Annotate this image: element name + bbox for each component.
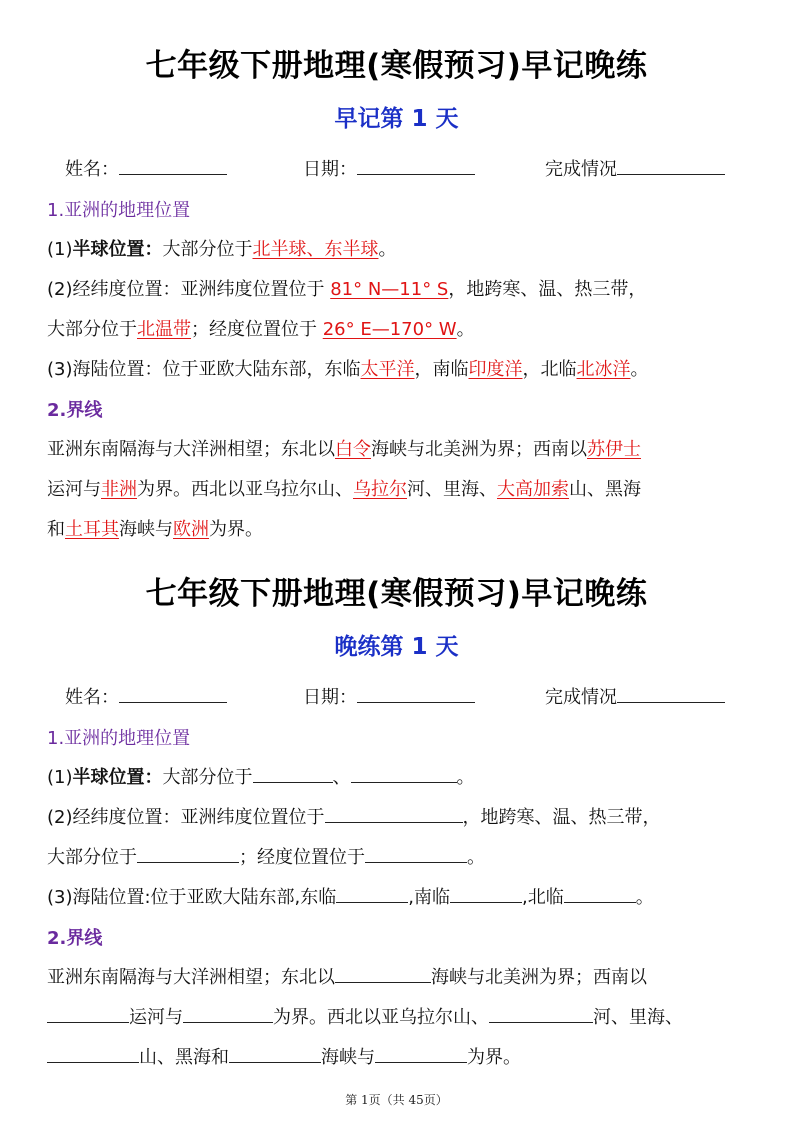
line-boundary-2-top: 运河与非洲为界。西北以亚乌拉尔山、乌拉尔河、里海、大高加索山、黑海: [47, 479, 641, 500]
answer-temperate-zone: 北温带: [137, 319, 191, 340]
date-label: 日期：: [303, 159, 357, 180]
blank-south-ocean[interactable]: [450, 901, 522, 903]
line-hemisphere-bottom: (1)半球位置：大部分位于 、 。: [47, 767, 475, 788]
answer-hemisphere: 北半球、东半球: [252, 239, 379, 260]
date-blank[interactable]: [357, 173, 475, 175]
answer-north-ocean: 北冰洋: [576, 359, 631, 380]
blank-bering[interactable]: [335, 981, 431, 983]
answer-ural: 乌拉尔: [353, 479, 407, 500]
blank-latitude[interactable]: [325, 821, 463, 823]
date-field-bottom[interactable]: [303, 683, 475, 709]
line-latitude-top: (2)经纬度位置：亚洲纬度位置位于 81° N—11° S，地跨寒、温、热三带，: [47, 279, 647, 300]
answer-east-ocean: 太平洋: [360, 359, 415, 380]
blank-hemisphere-1[interactable]: [253, 781, 333, 783]
status-label: 完成情况: [545, 159, 617, 180]
name-blank[interactable]: [119, 701, 227, 703]
line-hemisphere-top: (1)半球位置：大部分位于北半球、东半球。: [47, 239, 397, 260]
section-asia-location-bottom: 1.亚洲的地理位置: [47, 728, 191, 749]
blank-temperate-zone[interactable]: [137, 861, 239, 863]
answer-africa: 非洲: [101, 479, 137, 500]
blank-longitude[interactable]: [365, 861, 467, 863]
evening-subtitle: 晚练第 1 天: [334, 634, 459, 660]
date-label: 日期：: [303, 687, 357, 708]
answer-bering: 白令: [335, 439, 371, 460]
line-boundary-1-top: 亚洲东南隔海与大洋洲相望；东北以白令海峡与北美洲为界；西南以苏伊士: [47, 439, 641, 460]
answer-turkish: 土耳其: [65, 519, 119, 540]
blank-east-ocean[interactable]: [336, 901, 408, 903]
line-sea-land-top: (3)海陆位置：位于亚欧大陆东部，东临太平洋，南临印度洋，北临北冰洋。: [47, 359, 649, 380]
name-label: 姓名：: [65, 687, 119, 708]
line-boundary-2-bottom: 运河与 为界。西北以亚乌拉尔山、 河、里海、: [47, 1003, 683, 1029]
status-field-top[interactable]: [545, 155, 725, 181]
section-boundaries-bottom: 2.界线: [47, 928, 103, 949]
blank-north-ocean[interactable]: [564, 901, 636, 903]
blank-hemisphere-2[interactable]: [351, 781, 457, 783]
page-footer: 第 1页（共 45页）: [345, 1093, 448, 1107]
date-field-top[interactable]: [303, 155, 475, 181]
morning-title: 七年级下册地理(寒假预习)早记晚练: [145, 48, 648, 84]
name-field-top[interactable]: [65, 155, 227, 181]
answer-south-ocean: 印度洋: [468, 359, 523, 380]
status-blank[interactable]: [617, 173, 725, 175]
blank-turkish[interactable]: [229, 1061, 321, 1063]
answer-suez: 苏伊士: [587, 439, 641, 460]
section-boundaries-top: 2.界线: [47, 400, 103, 421]
date-blank[interactable]: [357, 701, 475, 703]
status-label: 完成情况: [545, 687, 617, 708]
blank-africa[interactable]: [183, 1021, 273, 1023]
line-longitude-bottom: 大部分位于 ；经度位置位于 。: [47, 847, 485, 868]
line-boundary-1-bottom: 亚洲东南隔海与大洋洲相望；东北以 海峡与北美洲为界；西南以: [47, 967, 647, 988]
blank-suez[interactable]: [47, 1021, 129, 1023]
answer-latitude: 81° N—11° S: [330, 279, 449, 300]
status-field-bottom[interactable]: [545, 683, 725, 709]
blank-europe[interactable]: [375, 1061, 467, 1063]
line-boundary-3-top: 和土耳其海峡与欧洲为界。: [47, 519, 263, 540]
line-boundary-3-bottom: 山、黑海和 海峡与 为界。: [47, 1043, 521, 1069]
name-label: 姓名：: [65, 159, 119, 180]
evening-title: 七年级下册地理(寒假预习)早记晚练: [145, 576, 648, 612]
morning-subtitle: 早记第 1 天: [334, 106, 459, 132]
line-longitude-top: 大部分位于北温带；经度位置位于 26° E—170° W。: [47, 319, 475, 340]
name-field-bottom[interactable]: [65, 683, 227, 709]
answer-europe: 欧洲: [173, 519, 209, 540]
blank-caucasus[interactable]: [47, 1061, 139, 1063]
line-sea-land-bottom: (3)海陆位置:位于亚欧大陆东部,东临 ,南临 ,北临 。: [47, 887, 654, 908]
answer-caucasus: 大高加索: [497, 479, 569, 500]
name-blank[interactable]: [119, 173, 227, 175]
status-blank[interactable]: [617, 701, 725, 703]
blank-ural[interactable]: [489, 1021, 593, 1023]
section-asia-location-top: 1.亚洲的地理位置: [47, 200, 191, 221]
line-latitude-bottom: (2)经纬度位置：亚洲纬度位置位于 ，地跨寒、温、热三带，: [47, 807, 661, 828]
answer-longitude: 26° E—170° W: [322, 319, 457, 340]
